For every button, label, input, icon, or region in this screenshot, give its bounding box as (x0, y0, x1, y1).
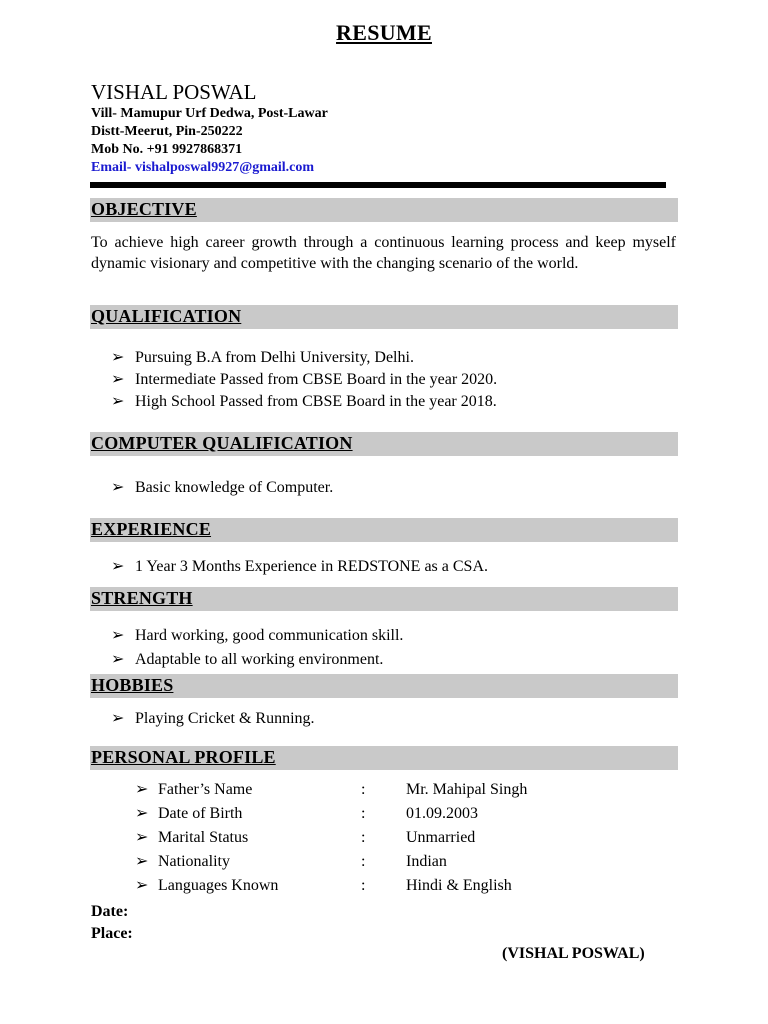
section-qualification (90, 305, 678, 329)
section-heading: EXPERIENCE (91, 519, 212, 539)
arrow-bullet-icon: ➢ (135, 781, 149, 798)
list-item: ➢ High School Passed from CBSE Board in the year 2018. (111, 391, 497, 413)
profile-value: Unmarried (406, 829, 476, 846)
profile-value: Hindi & English (406, 877, 512, 894)
section-experience (90, 518, 678, 542)
list-item: ➢ Intermediate Passed from CBSE Board in the year 2020. (111, 369, 497, 391)
profile-value: Indian (406, 853, 447, 870)
mobile-number: Mob No. +91 9927868371 (91, 142, 243, 157)
section-objective (90, 198, 678, 222)
arrow-bullet-icon: ➢ (135, 829, 149, 846)
arrow-bullet-icon: ➢ (111, 651, 125, 668)
candidate-name: VISHAL POSWAL (91, 80, 257, 104)
profile-row: ➢ Father’s Name : Mr. Mahipal Singh (135, 779, 252, 801)
place-label: Place: (91, 925, 133, 942)
section-heading: PERSONAL PROFILE (91, 747, 276, 767)
list-item: ➢ Playing Cricket & Running. (111, 708, 315, 730)
address-line-1: Vill- Mamupur Urf Dedwa, Post-Lawar (91, 106, 328, 121)
date-label: Date: (91, 903, 129, 920)
section-personal-profile (90, 746, 678, 770)
arrow-bullet-icon: ➢ (135, 853, 149, 870)
profile-label: Nationality (158, 853, 230, 870)
section-heading: STRENGTH (91, 588, 193, 608)
section-heading: HOBBIES (91, 675, 174, 695)
resume-title: RESUME (336, 20, 432, 45)
profile-row: ➢ Marital Status : Unmarried (135, 827, 248, 849)
list-item: ➢ Hard working, good communication skill. (111, 625, 403, 647)
email-address: Email- vishalposwal9927@gmail.com (91, 160, 315, 175)
signature-name: (VISHAL POSWAL) (502, 945, 645, 962)
section-strength (90, 587, 678, 611)
list-item: ➢ Pursuing B.A from Delhi University, Delhi. (111, 347, 414, 369)
profile-label: Father’s Name (158, 781, 253, 798)
profile-label: Languages Known (158, 877, 279, 894)
profile-value: Mr. Mahipal Singh (406, 781, 528, 798)
objective-text: To achieve high career growth through a continuous learning process and keep myself dynamic visionary and competitive with the changing scenario of the world. (91, 234, 676, 272)
section-heading: OBJECTIVE (91, 199, 197, 219)
list-item: ➢ 1 Year 3 Months Experience in REDSTONE as a CSA. (111, 556, 488, 578)
list-item: ➢ Adaptable to all working environment. (111, 649, 383, 671)
profile-row: ➢ Nationality : Indian (135, 851, 230, 873)
arrow-bullet-icon: ➢ (111, 558, 125, 575)
section-heading: COMPUTER QUALIFICATION (91, 433, 353, 453)
section-heading: QUALIFICATION (91, 306, 242, 326)
address-line-2: Distt-Meerut, Pin-250222 (91, 124, 243, 139)
profile-label: Marital Status (158, 829, 249, 846)
arrow-bullet-icon: ➢ (135, 805, 149, 822)
section-hobbies (90, 674, 678, 698)
header-divider (90, 182, 666, 188)
profile-row: ➢ Languages Known : Hindi & English (135, 875, 278, 897)
profile-label: Date of Birth (158, 805, 243, 822)
arrow-bullet-icon: ➢ (111, 393, 125, 410)
list-item: ➢ Basic knowledge of Computer. (111, 477, 333, 499)
arrow-bullet-icon: ➢ (135, 877, 149, 894)
arrow-bullet-icon: ➢ (111, 349, 125, 366)
arrow-bullet-icon: ➢ (111, 479, 125, 496)
profile-row: ➢ Date of Birth : 01.09.2003 (135, 803, 242, 825)
arrow-bullet-icon: ➢ (111, 627, 125, 644)
profile-value: 01.09.2003 (406, 805, 478, 822)
arrow-bullet-icon: ➢ (111, 710, 125, 727)
arrow-bullet-icon: ➢ (111, 371, 125, 388)
section-computer-qualification (90, 432, 678, 456)
